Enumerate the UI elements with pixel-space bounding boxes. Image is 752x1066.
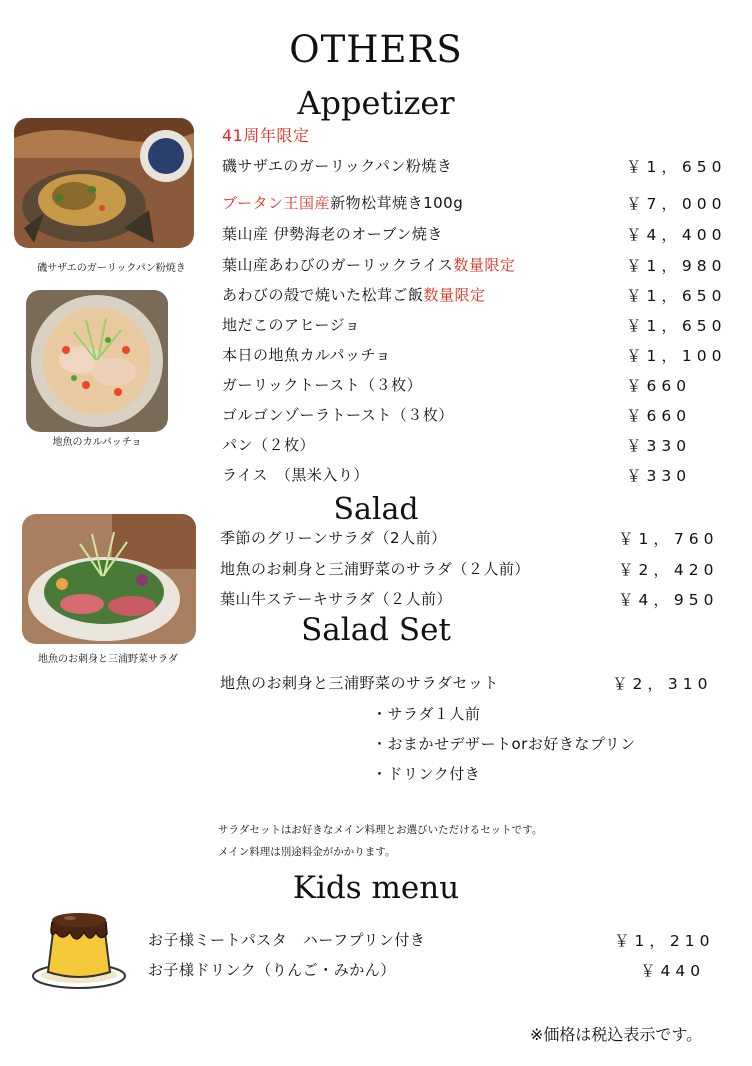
salad-heading: Salad [333,492,419,527]
sazae-photo [14,118,194,248]
menu-item-suffix: 数量限定 [423,286,486,304]
menu-item-price: ￥1，760 [618,530,719,548]
menu-item-price: ￥660 [626,377,692,395]
salad-set-include: ・ドリンク付き [372,765,481,783]
menu-item-name-text: 新物松茸焼き100g [330,194,464,212]
salad-set-name: 地魚のお刺身と三浦野菜のサラダセット [220,674,499,692]
menu-item-price: ￥7，000 [626,195,727,213]
menu-item-name: ライス （黒米入り） [222,466,369,484]
menu-item-name: 葉山牛ステーキサラダ（２人前） [220,590,453,608]
menu-item-price: ￥330 [626,437,692,455]
menu-item-name [222,254,515,275]
menu-item-price: ￥330 [626,467,692,485]
carpaccio-caption: 地魚のカルパッチョ [52,437,142,448]
sazae-caption: 磯サザエのガーリックパン粉焼き [37,263,186,274]
menu-item-name: 磯サザエのガーリックパン粉焼き [222,157,453,175]
pudding-illustration [30,908,128,992]
menu-item-name: 本日の地魚カルパッチョ [222,346,392,364]
menu-item-price: ￥4，400 [626,226,727,244]
pudding-icon [30,908,128,992]
menu-item-name: 地だこのアヒージョ [222,316,361,334]
menu-item-price: ￥2，420 [618,561,719,579]
menu-item-price: ￥1，650 [626,287,727,305]
menu-item-name [222,284,486,305]
menu-item-prefix: ブータン王国産 [222,194,331,212]
menu-item-name: お子様ドリンク（りんご・みかん） [148,961,396,979]
salad-set-note: メイン料理は別途料金がかかります。 [218,846,396,858]
menu-item-name-text: あわびの殻で焼いた松茸ご飯 [222,286,424,304]
menu-item-name: 葉山産 伊勢海老のオーブン焼き [222,225,443,243]
carpaccio-image [26,290,168,432]
menu-item-price: ￥1，980 [626,257,727,275]
menu-item-name: パン（２枚） [222,436,316,454]
page-title: OTHERS [289,28,463,71]
salad-set-note: サラダセットはお好きなメイン料理とお選びいただけるセットです。 [218,824,543,836]
carpaccio-photo [26,290,168,432]
sashimi-salad-photo [22,514,196,644]
sashimi-salad-caption: 地魚のお刺身と三浦野菜サラダ [38,654,178,665]
menu-item-name: お子様ミートパスタ ハーフプリン付き [148,931,426,949]
salad-set-include: ・おまかせデザートorお好きなプリン [372,735,636,753]
menu-item-price: ￥660 [626,407,692,425]
menu-item-price: ￥440 [640,962,706,980]
salad-set-include: ・サラダ１人前 [372,705,481,723]
menu-item-price: ￥1，650 [626,317,727,335]
kids-heading: Kids menu [292,870,460,906]
menu-item-name [222,192,463,213]
sazae-image [14,118,194,248]
menu-item-name: 地魚のお刺身と三浦野菜のサラダ（２人前） [220,560,530,578]
menu-item-name: ガーリックトースト（３枚） [222,376,423,394]
salad-set-heading: Salad Set [301,612,451,648]
menu-item-name: 季節のグリーンサラダ（2人前） [220,529,447,547]
menu-item-suffix: 数量限定 [453,256,516,274]
menu-item-name-text: 葉山産あわびのガーリックライス [222,256,454,274]
tax-note: ※価格は税込表示です。 [530,1025,703,1044]
sashimi-salad-image [22,514,196,644]
menu-item-price: ￥1，100 [626,347,727,365]
menu-item-name: ゴルゴンゾーラトースト（３枚） [222,406,454,424]
menu-item-price: ￥1，210 [614,932,715,950]
menu-item-price: ￥1，650 [626,158,727,176]
salad-set-price: ￥2，310 [612,675,713,693]
appetizer-heading: Appetizer [297,84,455,122]
menu-item-price: ￥4，950 [618,591,719,609]
limited-label: 41周年限定 [222,126,310,145]
